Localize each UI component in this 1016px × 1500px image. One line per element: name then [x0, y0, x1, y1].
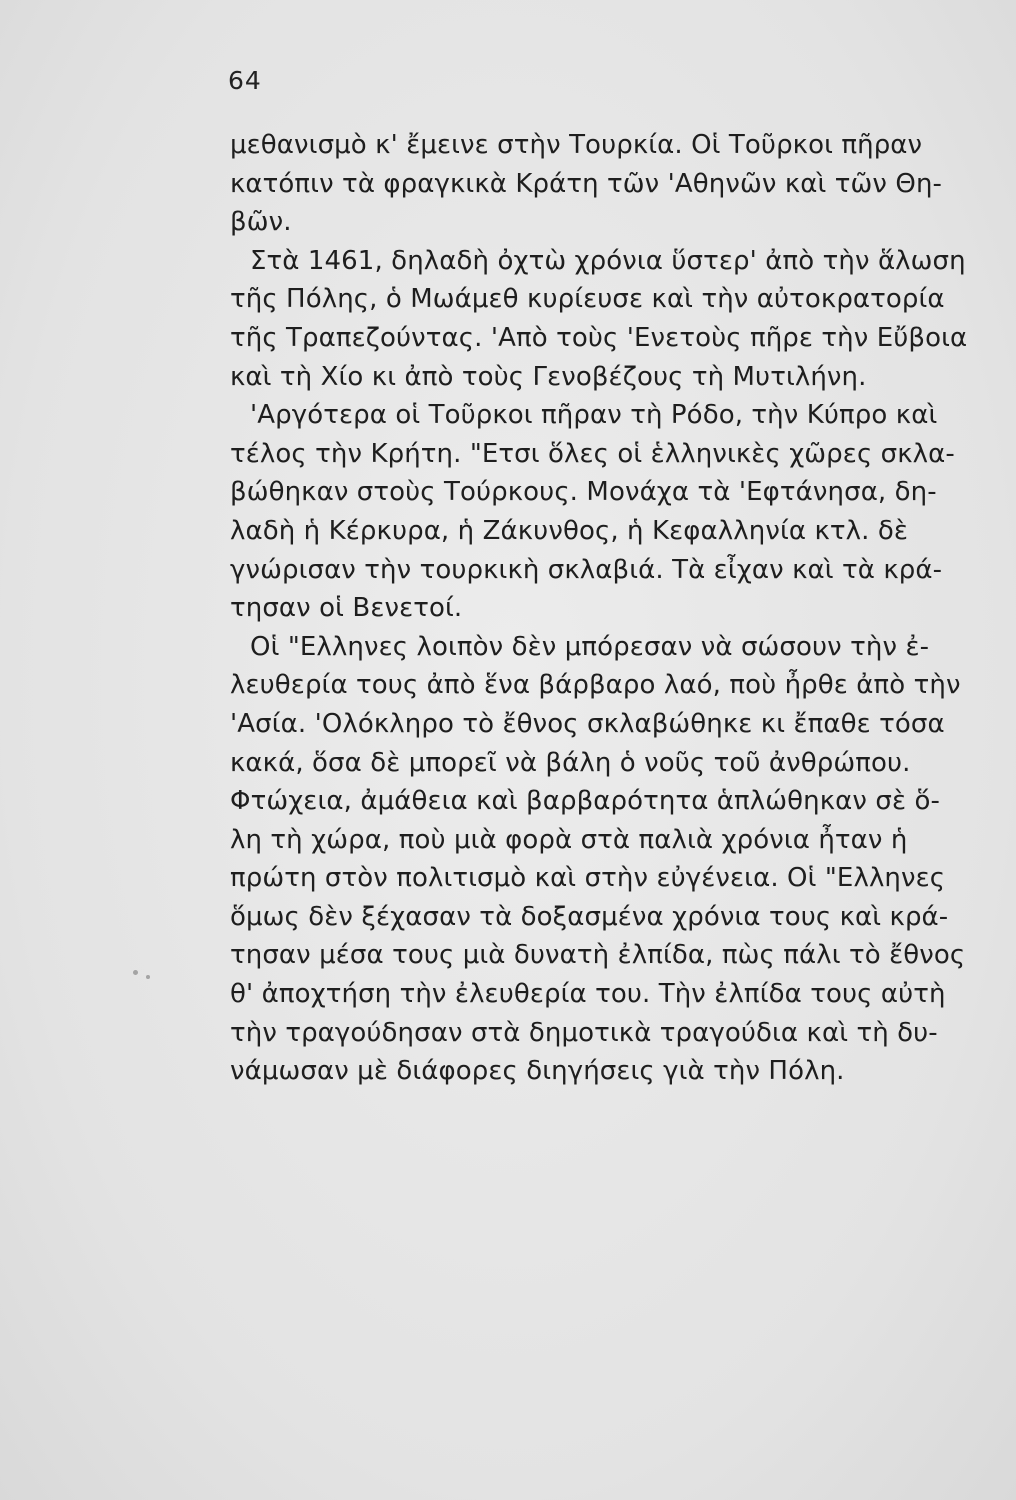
text-line: Φτώχεια, ἀμάθεια καὶ βαρβαρότητα ἁπλώθηκαν σὲ ὅ-	[230, 786, 940, 817]
text-line: τησαν οἱ Βενετοί.	[230, 593, 463, 624]
text-line: τὴν τραγούδησαν στὰ δημοτικὰ τραγούδια καὶ τὴ δυ-	[230, 1017, 938, 1048]
text-line: ὅμως δὲν ξέχασαν τὰ δοξασμένα χρόνια τους καὶ κρά-	[230, 901, 949, 932]
text-line: λη τὴ χώρα, ποὺ μιὰ φορὰ στὰ παλιὰ χρόνια ἦταν ἡ	[230, 824, 908, 855]
text-line: βώθηκαν στοὺς Τούρκους. Μονάχα τὰ 'Εφτάνησα, δη-	[230, 477, 937, 508]
text-line: καὶ τὴ Χίο κι ἀπὸ τοὺς Γενοβέζους τὴ Μυτιλήνη.	[230, 361, 867, 392]
text-line: λευθερία τους ἀπὸ ἕνα βάρβαρο λαό, ποὺ ἦρθε ἀπὸ τὴν	[230, 670, 961, 701]
text-line: γνώρισαν τὴν τουρκικὴ σκλαβιά. Τὰ εἶχαν καὶ τὰ κρά-	[230, 554, 943, 585]
text-line: Οἱ "Ελληνες λοιπὸν δὲν μπόρεσαν νὰ σώσουν τὴν ἐ-	[250, 631, 930, 662]
body-text	[230, 126, 990, 1091]
text-line: 'Αργότερα οἱ Τοῦρκοι πῆραν τὴ Ρόδο, τὴν Κύπρο καὶ	[250, 400, 938, 431]
text-line: 'Ασία. 'Ολόκληρο τὸ ἔθνος σκλαβώθηκε κι ἔπαθε τόσα	[230, 708, 945, 739]
text-line: λαδὴ ἡ Κέρκυρα, ἡ Ζάκυνθος, ἡ Κεφαλληνία κτλ. δὲ	[230, 515, 909, 546]
text-line: μεθανισμὸ κ' ἔμεινε στὴν Τουρκία. Οἱ Τοῦρκοι πῆραν	[230, 130, 923, 160]
text-line: νάμωσαν μὲ διάφορες διηγήσεις γιὰ τὴν Πόλη.	[230, 1056, 845, 1087]
text-line: τῆς Τραπεζούντας. 'Απὸ τοὺς 'Ενετοὺς πῆρε τὴν Εὔβοια	[230, 322, 968, 353]
text-line: κακά, ὅσα δὲ μπορεῖ νὰ βάλη ὁ νοῦς τοῦ ἀνθρώπου.	[230, 747, 911, 778]
text-line: τέλος τὴν Κρήτη. "Ετσι ὅλες οἱ ἑλληνικὲς χῶρες σκλα-	[230, 438, 955, 469]
text-line: βῶν.	[230, 207, 292, 238]
scan-speck	[146, 975, 150, 979]
text-line: πρώτη στὸν πολιτισμὸ καὶ στὴν εὐγένεια. Οἱ "Ελληνες	[230, 863, 946, 894]
text-line: κατόπιν τὰ φραγκικὰ Κράτη τῶν 'Αθηνῶν καὶ τῶν Θη-	[230, 168, 943, 199]
text-line: τησαν μέσα τους μιὰ δυνατὴ ἐλπίδα, πὼς πάλι τὸ ἔθνος	[230, 940, 966, 971]
text-line: θ' ἀποχτήση τὴν ἐλευθερία του. Τὴν ἐλπίδα τους αὐτὴ	[230, 979, 946, 1010]
scan-speck	[133, 970, 138, 975]
text-line: Στὰ 1461, δηλαδὴ ὀχτὼ χρόνια ὕστερ' ἀπὸ τὴν ἅλωση	[250, 245, 966, 276]
text-line: τῆς Πόλης, ὁ Μωάμεθ κυρίευσε καὶ τὴν αὐτοκρατορία	[230, 284, 945, 315]
page-number: 64	[228, 66, 262, 95]
